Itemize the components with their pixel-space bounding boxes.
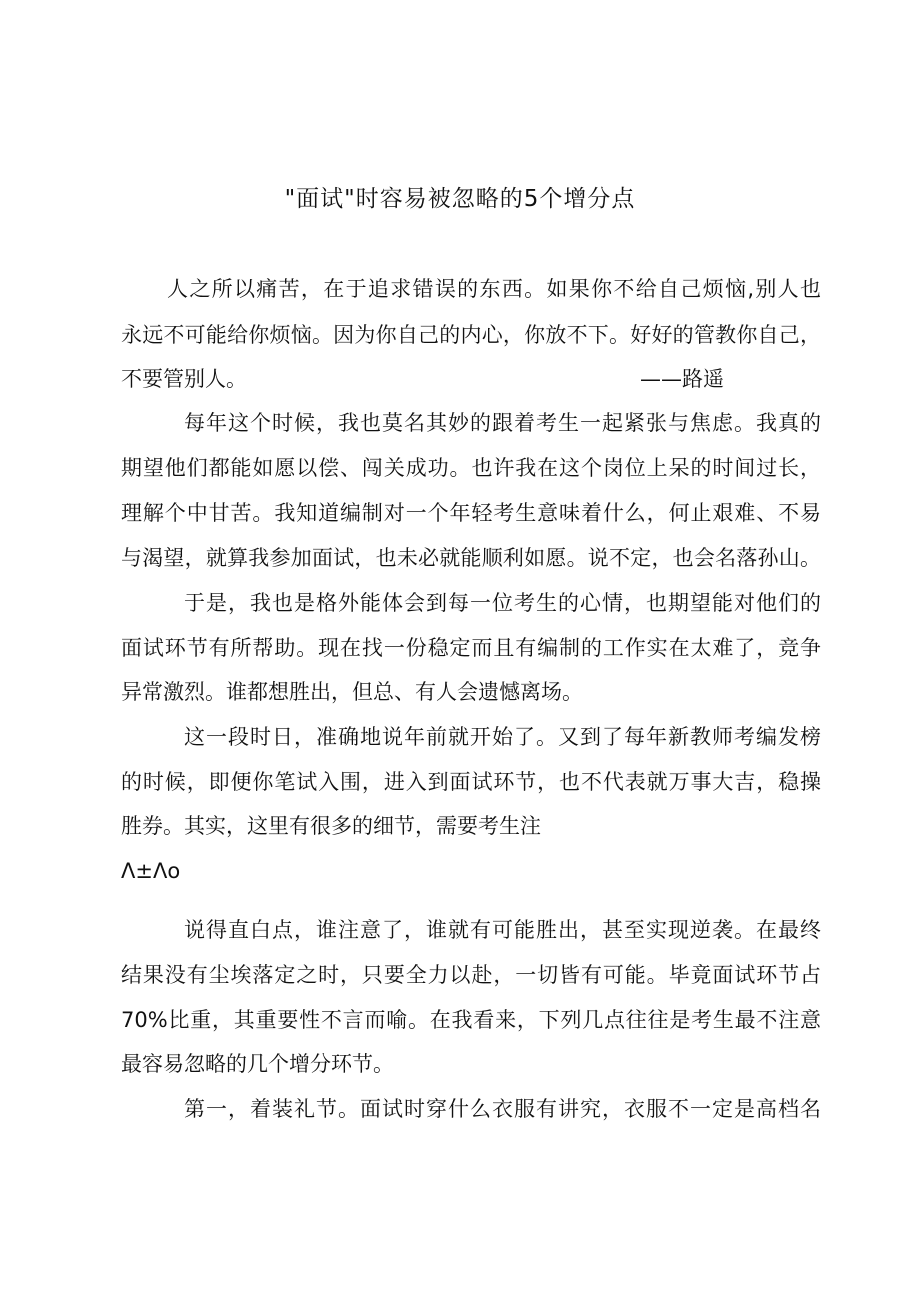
ocr-artifact-line: Λ±Λo (121, 859, 181, 883)
paragraph-line: 理解个中甘苦。我知道编制对一个年轻考生意味着什么，何止艰难、不易 (121, 501, 821, 525)
paragraph-line: 不要管别人。 (121, 367, 247, 391)
paragraph-line: 永远不可能给你烦恼。因为你自己的内心，你放不下。好好的管教你自己， (121, 323, 821, 347)
paragraph-line: 面试环节有所帮助。现在找一份稳定而且有编制的工作实在太难了，竞争 (121, 636, 821, 660)
paragraph-line: 结果没有尘埃落定之时，只要全力以赴，一切皆有可能。毕竟面试环节占 (121, 963, 821, 987)
paragraph-line: 期望他们都能如愿以偿、闯关成功。也许我在这个岗位上呆的时间过长， (121, 456, 821, 480)
paragraph-line: 这一段时日，准确地说年前就开始了。又到了每年新教师考编发榜 (184, 725, 821, 749)
paragraph-line: 70%比重，其重要性不言而喻。在我看来，下列几点往往是考生最不注意 (121, 1008, 821, 1032)
paragraph-line: 胜券。其实，这里有很多的细节，需要考生注 (121, 814, 541, 838)
document-title: "面试"时容易被忽略的5个增分点 (284, 186, 636, 212)
paragraph-line: 人之所以痛苦，在于追求错误的东西。如果你不给自己烦恼,别人也 (167, 277, 821, 301)
paragraph-line: 于是，我也是格外能体会到每一位考生的心情，也期望能对他们的 (184, 591, 821, 615)
paragraph-line: 与渴望，就算我参加面试，也未必就能顺利如愿。说不定，也会名落孙山。 (121, 546, 821, 570)
paragraph-line: 每年这个时候，我也莫名其妙的跟着考生一起紧张与焦虑。我真的 (184, 411, 821, 435)
paragraph-line: 异常激烈。谁都想胜出，但总、有人会遗憾离场。 (121, 680, 583, 704)
paragraph-line: 最容易忽略的几个增分环节。 (121, 1052, 394, 1076)
paragraph-line: 说得直白点，谁注意了，谁就有可能胜出，甚至实现逆袭。在最终 (184, 918, 821, 942)
quote-attribution: ——路遥 (640, 367, 724, 391)
paragraph-line: 的时候，即便你笔试入围，进入到面试环节，也不代表就万事大吉，稳操 (121, 770, 821, 794)
paragraph-line: 第一，着装礼节。面试时穿什么衣服有讲究，衣服不一定是高档名 (184, 1097, 821, 1121)
